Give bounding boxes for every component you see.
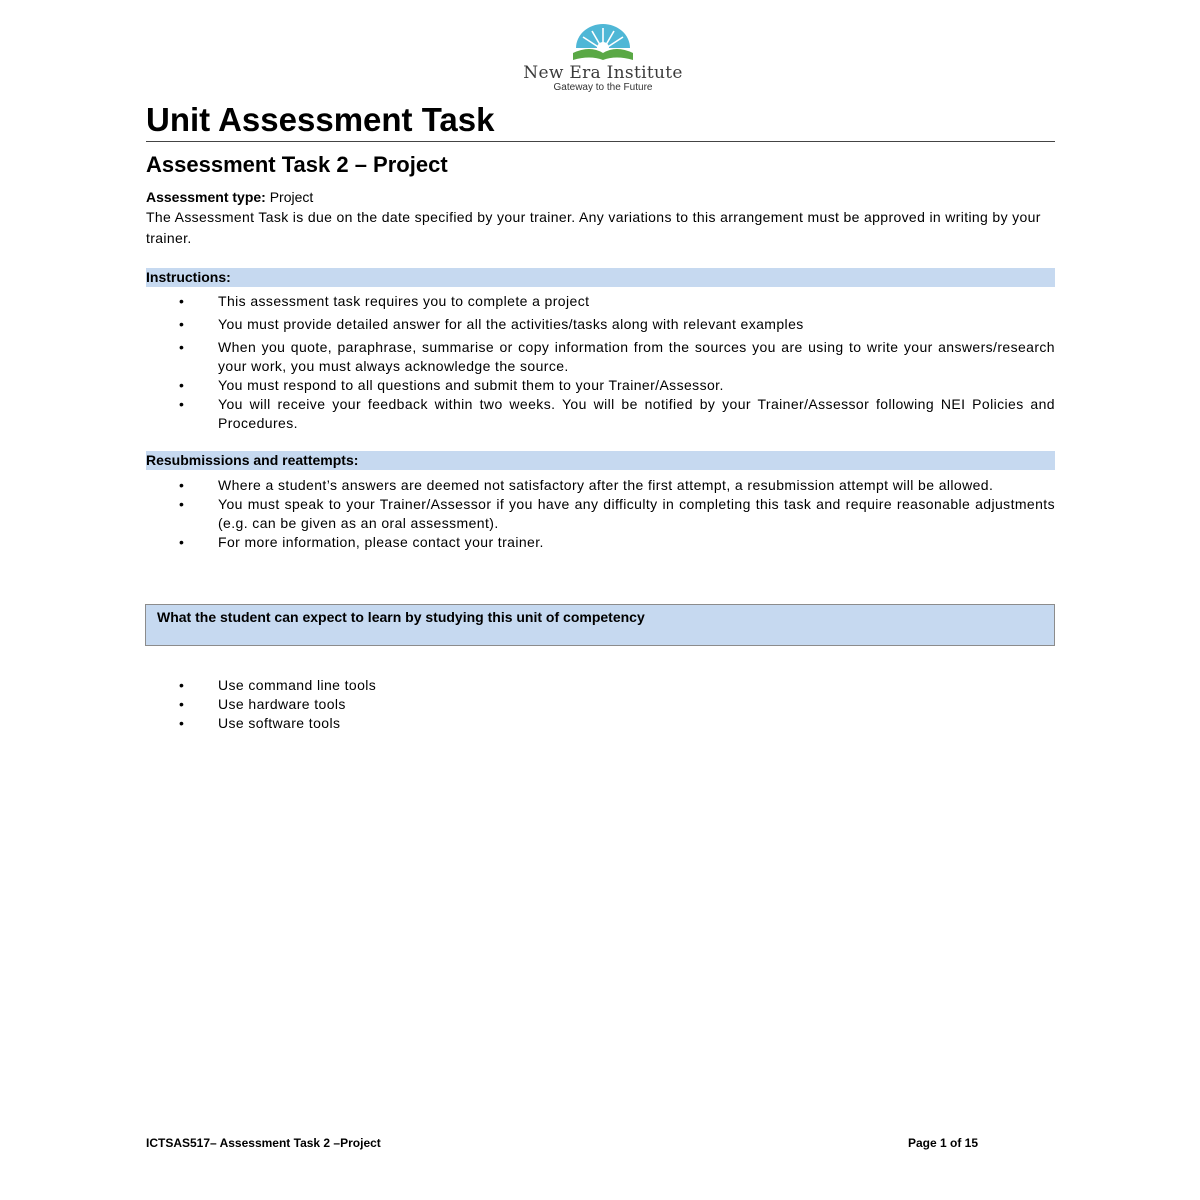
bullet-icon: • [179,696,185,712]
list-item [146,676,1055,695]
list-item-text: You must speak to your Trainer/Assessor if you have any difficulty in completing this task and require reasonable adjustments (e.g. can be given as an oral assessment). [218,496,1055,531]
instructions-heading: Instructions: [146,268,1055,287]
list-item-text: For more information, please contact your trainer. [218,534,544,550]
list-item-text: Use software tools [218,715,341,731]
instructions-list [146,292,1055,433]
list-item [146,714,1055,733]
bullet-icon: • [179,477,185,493]
institute-logo [496,22,710,94]
list-item-text: Use command line tools [218,677,377,693]
footer-unit-code: ICTSAS517– Assessment Task 2 –Project [146,1136,381,1150]
page-subtitle: Assessment Task 2 – Project [146,152,448,177]
list-item [146,395,1055,433]
logo-tagline: Gateway to the Future [553,82,653,93]
page-title: Unit Assessment Task [146,100,1055,142]
resubmissions-list [146,476,1055,552]
bullet-icon: • [179,496,185,512]
bullet-icon: • [179,396,185,412]
list-item [146,292,1055,311]
intro-paragraph: The Assessment Task is due on the date specified by your trainer. Any variations to this arrangement must be approved in writing by your trainer. [146,209,1041,246]
list-item-text: You must respond to all questions and submit them to your Trainer/Assessor. [218,377,724,393]
assessment-type [146,188,313,206]
sunrise-logo-icon [570,22,636,62]
list-item [146,695,1055,714]
logo-name: New Era Institute [523,63,683,83]
bullet-icon: • [179,677,185,693]
learning-outcomes-list [146,676,1055,733]
list-item [146,315,1055,334]
list-item-text: Where a student’s answers are deemed not satisfactory after the first attempt, a resubmission attempt will be allowed. [218,477,994,493]
learning-outcomes-box [145,604,1055,646]
bullet-icon: • [179,293,185,309]
list-item-text: You will receive your feedback within two weeks. You will be notified by your Trainer/Assessor following NEI Policies and Procedures. [218,396,1055,431]
bullet-icon: • [179,534,185,550]
learning-outcomes-heading: What the student can expect to learn by studying this unit of competency [157,609,645,625]
assessment-type-value: Project [269,189,314,205]
bullet-icon: • [179,377,185,393]
footer-page-number: Page 1 of 15 [908,1136,979,1150]
list-item [146,533,1055,552]
list-item-text: You must provide detailed answer for all the activities/tasks along with relevant examples [218,316,804,332]
bullet-icon: • [179,316,185,332]
bullet-icon: • [179,339,185,355]
resubmissions-heading: Resubmissions and reattempts: [146,451,1055,470]
list-item [146,476,1055,495]
list-item [146,376,1055,395]
list-item [146,495,1055,533]
bullet-icon: • [179,715,185,731]
list-item-text: Use hardware tools [218,696,346,712]
document-page [146,0,1055,1200]
list-item [146,338,1055,376]
list-item-text: When you quote, paraphrase, summarise or copy information from the sources you are using to write your answers/research your work, you must always acknowledge the source. [218,339,1055,374]
list-item-text: This assessment task requires you to complete a project [218,293,590,309]
assessment-type-label: Assessment type: [146,189,266,205]
